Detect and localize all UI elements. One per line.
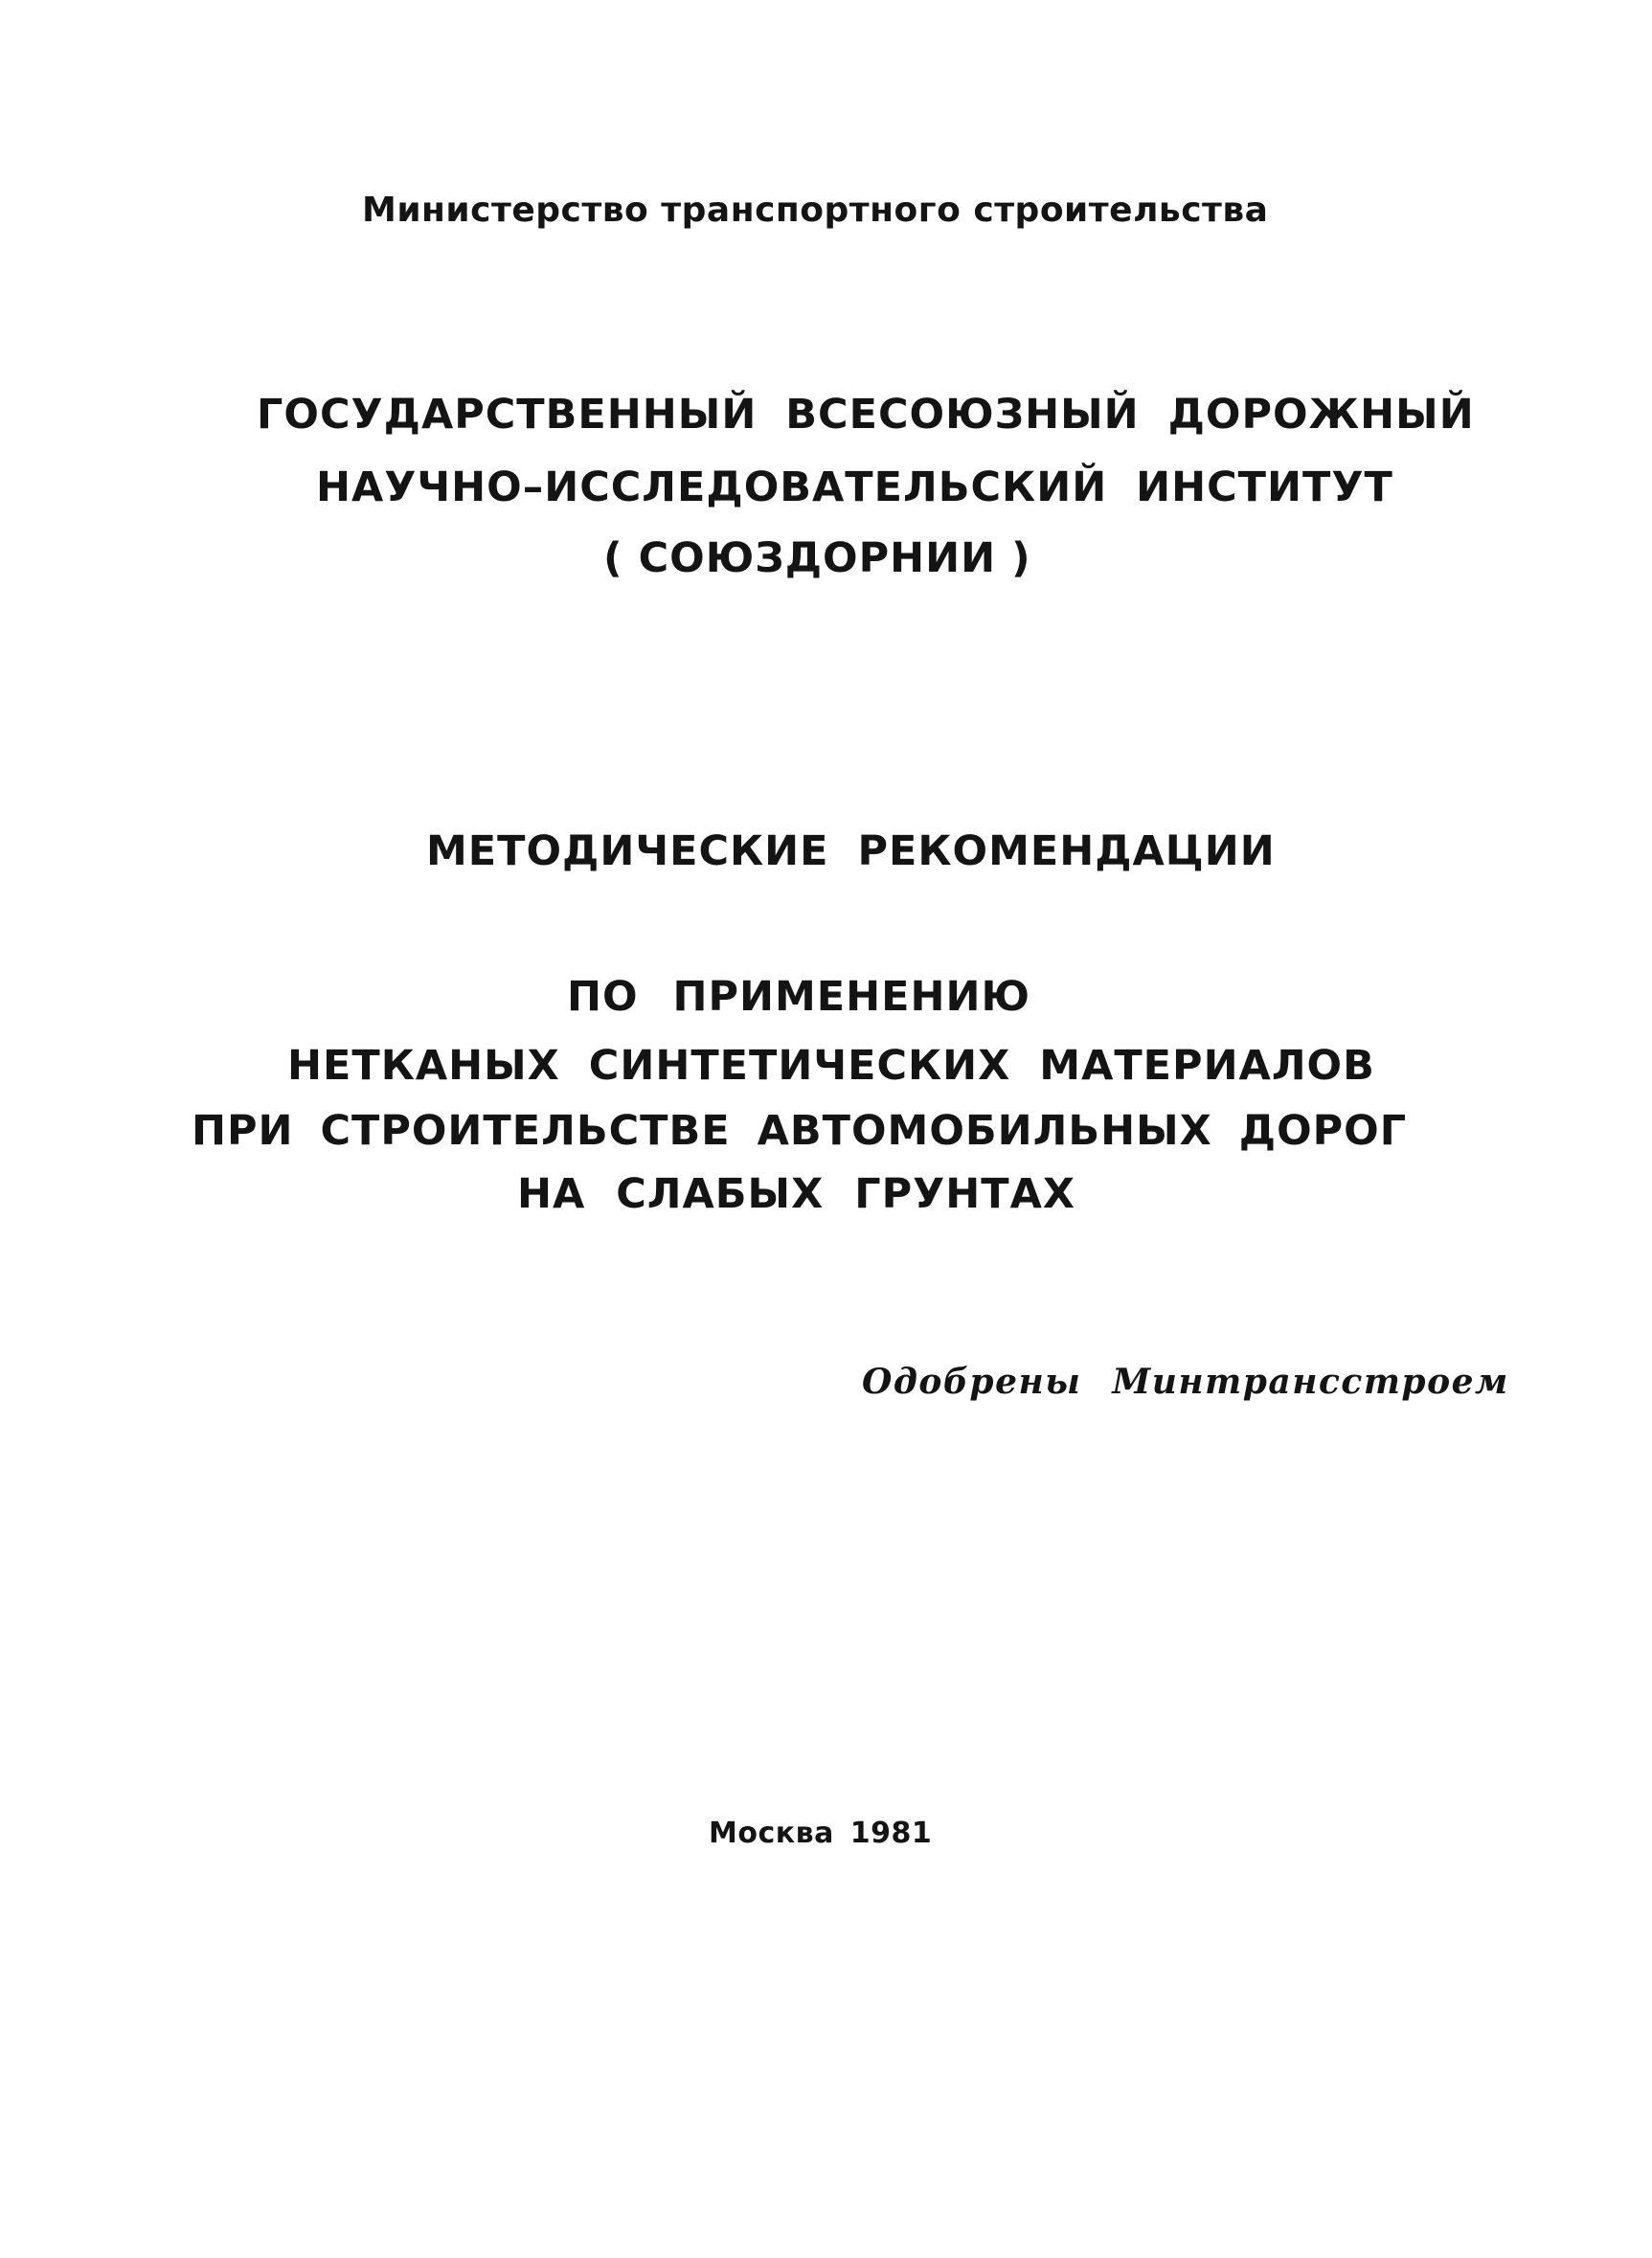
institute-abbreviation: ( СОЮЗДОРНИИ ) [603, 534, 1031, 582]
institute-name-line-1: ГОСУДАРСТВЕННЫЙ ВСЕСОЮЗНЫЙ ДОРОЖНЫЙ [257, 391, 1475, 439]
document-type: МЕТОДИЧЕСКИЕ РЕКОМЕНДАЦИИ [426, 827, 1276, 875]
imprint-city-year: Москва 1981 [709, 1817, 933, 1850]
document-title-line-1: ПО ПРИМЕНЕНИЮ [567, 973, 1030, 1021]
document-title-line-4: НА СЛАБЫХ ГРУНТАХ [517, 1170, 1076, 1218]
approval-note: Одобрены Минтрансстроем [862, 1362, 1509, 1402]
document-title-line-2: НЕТКАНЫХ СИНТЕТИЧЕСКИХ МАТЕРИАЛОВ [287, 1042, 1375, 1090]
institute-name-line-2: НАУЧНО–ИССЛЕДОВАТЕЛЬСКИЙ ИНСТИТУТ [316, 463, 1393, 511]
ministry-name: Министерство транспортного строительства [362, 191, 1269, 230]
document-title-line-3: ПРИ СТРОИТЕЛЬСТВЕ АВТОМОБИЛЬНЫХ ДОРОГ [192, 1107, 1408, 1155]
